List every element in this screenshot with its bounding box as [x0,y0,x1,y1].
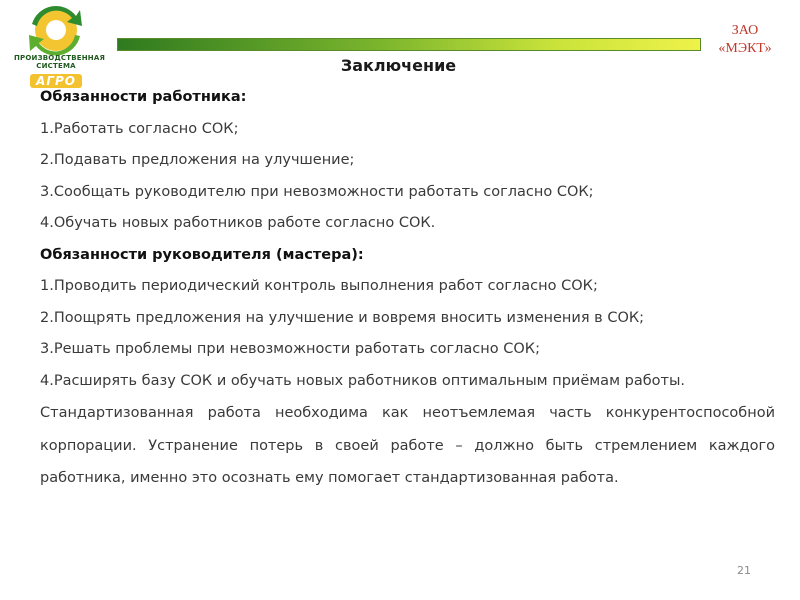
manager-item-1: 1.Проводить периодический контроль выполнения работ согласно СОК; [40,278,598,294]
manager-item-3: 3.Решать проблемы при невозможности работать согласно СОК; [40,341,540,357]
slide-content [40,82,775,495]
logo-line2: СИСТЕМА [36,62,76,70]
slide-title: Заключение [340,56,457,75]
page-number: 21 [737,564,751,577]
worker-item-4: 4.Обучать новых работников работе согласно СОК. [40,215,436,231]
manager-item-2: 2.Поощрять предложения на улучшение и вовремя вносить изменения в СОК; [40,309,645,326]
header-gradient-bar [117,38,701,51]
company-line2: «МЭКТ» [718,41,772,56]
worker-item-1: 1.Работать согласно СОК; [40,120,239,137]
worker-item-3: 3.Сообщать руководителю при невозможности работать согласно СОК; [40,183,594,200]
logo-brand: АГРО [30,74,82,88]
conclusion-paragraph: Стандартизованная работа необходима как неотъемлемая часть конкурентоспособной корпорации. Устранение потерь в своей работе – должно быть стремлением каждого работника, именно это осознать ему помогает стандартизованная работа. [40,405,775,486]
worker-heading: Обязанности работника: [40,89,247,105]
company-name [700,22,790,58]
logo-line1: ПРОИЗВОДСТВЕННАЯ [14,54,106,62]
logo-center-icon [46,20,66,40]
company-line1: ЗАО [731,23,759,38]
slide-title-wrap [0,56,800,76]
manager-heading: Обязанности руководителя (мастера): [40,246,364,263]
worker-item-2: 2.Подавать предложения на улучшение; [40,152,355,168]
manager-item-4: 4.Расширять базу СОК и обучать новых работников оптимальным приёмам работы. [40,372,686,389]
